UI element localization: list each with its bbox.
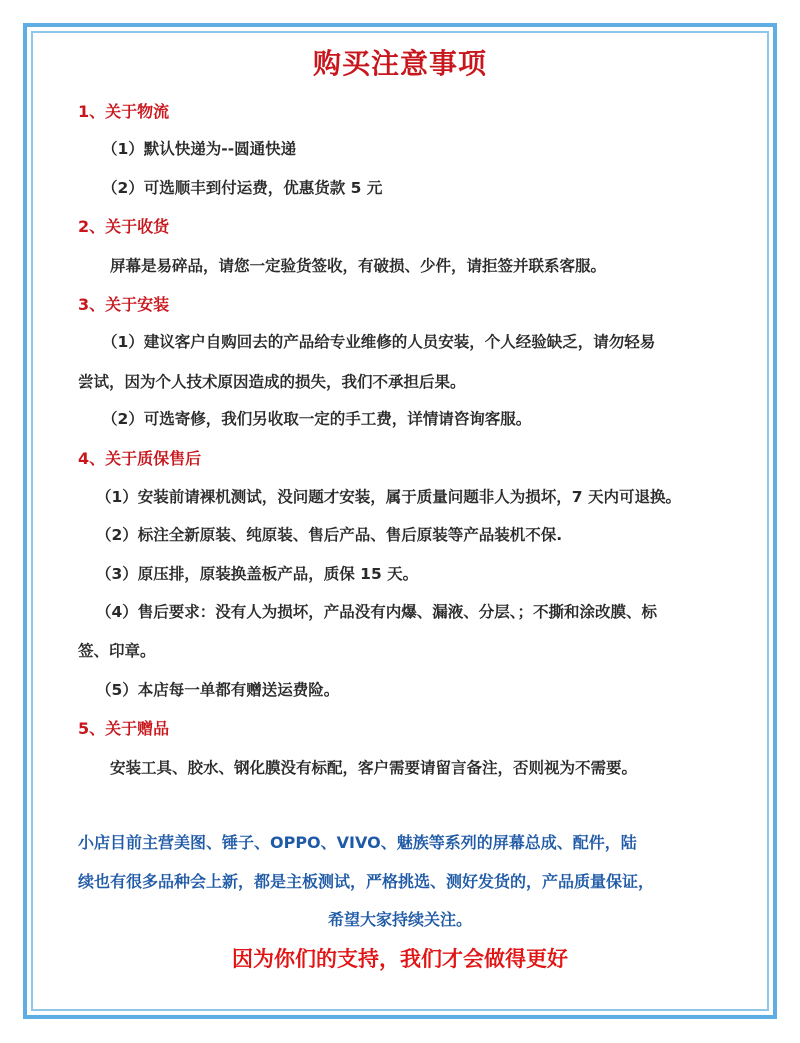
section-line: （1）安装前请裸机测试，没问题才安装，属于质量问题非人为损坏，7 天内可退换。 — [96, 488, 681, 506]
section-line: （1）建议客户自购回去的产品给专业维修的人员安装，个人经验缺乏，请勿轻易 — [102, 333, 656, 351]
section-line: （5）本店每一单都有赠送运费险。 — [96, 681, 340, 699]
section-line: （3）原压排，原装换盖板产品，质保 15 天。 — [96, 565, 419, 583]
section-line: 尝试，因为个人技术原因造成的损失，我们不承担后果。 — [78, 373, 466, 391]
store-notice-line: 希望大家持续关注。 — [327, 910, 472, 929]
store-notice-line: 小店目前主营美图、锤子、OPPO、VIVO、魅族等系列的屏幕总成、配件，陆 — [78, 833, 637, 852]
section-line: 屏幕是易碎品，请您一定验货签收，有破损、少件，请拒签并联系客服。 — [110, 257, 607, 275]
section-heading-gifts: 5、关于赠品 — [78, 719, 170, 738]
section-line: （1）默认快递为--圆通快递 — [102, 140, 297, 158]
section-heading-installation: 3、关于安装 — [78, 295, 170, 314]
section-line: （2）可选寄修，我们另收取一定的手工费，详情请咨询客服。 — [102, 410, 532, 428]
page-title: 购买注意事项 — [312, 47, 487, 80]
section-line: （2）可选顺丰到付运费，优惠货款 5 元 — [102, 179, 383, 197]
section-heading-warranty: 4、关于质保售后 — [78, 449, 202, 468]
closing-slogan: 因为你们的支持，我们才会做得更好 — [232, 947, 568, 971]
section-line: （4）售后要求：没有人为损坏，产品没有内爆、漏液、分层、；不撕和涂改膜、标 — [96, 603, 658, 621]
section-line: 签、印章。 — [78, 642, 156, 660]
section-heading-receiving: 2、关于收货 — [78, 217, 170, 236]
store-notice-line: 续也有很多品种会上新，都是主板测试，严格挑选、测好发货的，产品质量保证， — [78, 872, 655, 891]
section-heading-logistics: 1、关于物流 — [78, 102, 170, 121]
section-line: 安装工具、胶水、钢化膜没有标配，客户需要请留言备注，否则视为不需要。 — [110, 759, 638, 777]
section-line: （2）标注全新原装、纯原装、售后产品、售后原装等产品装机不保. — [96, 526, 563, 544]
